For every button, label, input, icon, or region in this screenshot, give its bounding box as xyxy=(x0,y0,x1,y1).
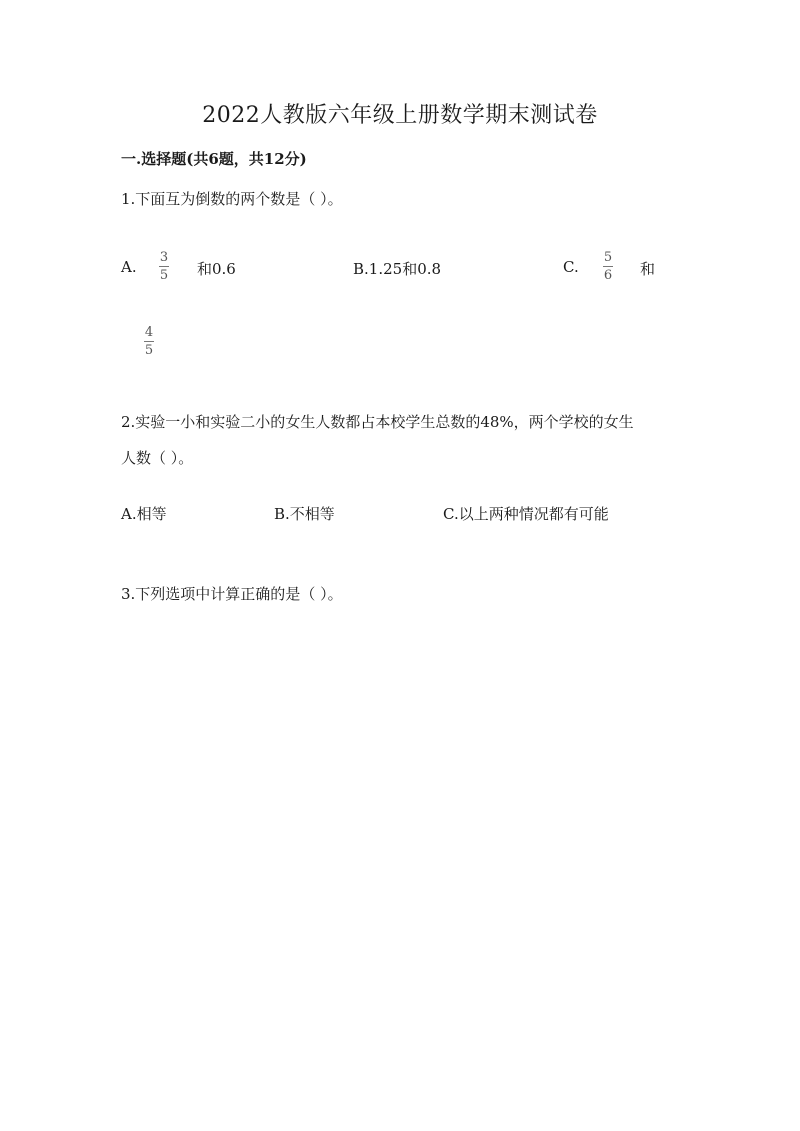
fraction-numerator: 3 xyxy=(159,250,169,265)
q1-option-a-fraction xyxy=(159,250,169,283)
fraction-numerator: 4 xyxy=(144,325,154,340)
q2-option-c: C.以上两种情况都有可能 xyxy=(443,505,609,523)
question-1-stem: 1.下面互为倒数的两个数是（ ）。 xyxy=(121,190,343,208)
q1-option-c-fraction xyxy=(603,250,613,283)
question-2-stem-line-2: 人数（ ）。 xyxy=(121,449,194,467)
fraction-bar xyxy=(159,266,169,267)
question-2-stem-line-1: 2.实验一小和实验二小的女生人数都占本校学生总数的48%，两个学校的女生 xyxy=(121,413,634,431)
page-title: 2022人教版六年级上册数学期末测试卷 xyxy=(202,103,598,128)
fraction-denominator: 5 xyxy=(159,268,169,283)
fraction-denominator: 5 xyxy=(144,343,154,358)
section-heading: 一.选择题(共6题，共12分) xyxy=(121,150,307,168)
q1-option-a-label: A. xyxy=(121,258,137,276)
q1-option-a-suffix: 和0.6 xyxy=(197,260,236,278)
fraction-bar xyxy=(144,341,154,342)
q1-option-c-fraction-2 xyxy=(144,325,154,358)
q1-option-c-label: C. xyxy=(563,258,579,276)
q1-option-c-suffix: 和 xyxy=(640,260,656,278)
q2-option-a: A.相等 xyxy=(121,505,167,523)
fraction-numerator: 5 xyxy=(603,250,613,265)
q2-option-b: B.不相等 xyxy=(274,505,335,523)
fraction-bar xyxy=(603,266,613,267)
fraction-denominator: 6 xyxy=(603,268,613,283)
question-3-stem: 3.下列选项中计算正确的是（ ）。 xyxy=(121,585,343,603)
q1-option-b: B.1.25和0.8 xyxy=(353,260,442,278)
